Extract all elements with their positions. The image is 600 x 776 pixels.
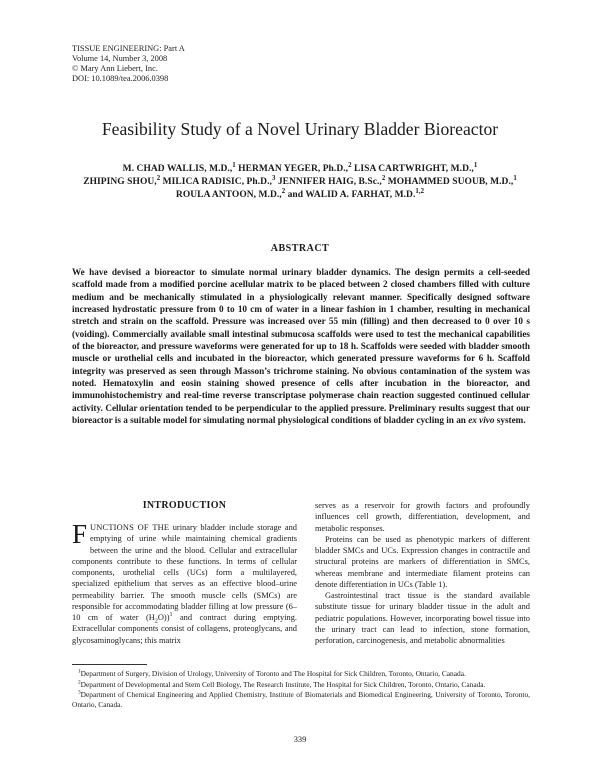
abstract-heading: ABSTRACT xyxy=(270,243,330,254)
journal-name: TISSUE ENGINEERING: Part A xyxy=(72,44,185,53)
footnotes xyxy=(72,669,530,710)
footnote: $^2$Department of Developmental and Stem Cell Biology, The Research Institute, The Hospital for Sick Children, Toronto, Ontario, Canada. xyxy=(78,679,486,689)
journal-doi: DOI: 10.1089/tea.2006.0398 xyxy=(72,74,169,83)
journal-copyright: © Mary Ann Liebert, Inc. xyxy=(72,64,158,73)
footnote: $^1$Department of Surgery, Division of Urology, University of Toronto and The Hospital for Sick Children, Toronto, Ontario, Canada. xyxy=(78,668,466,678)
page-number: 339 xyxy=(293,735,307,744)
footnote-divider xyxy=(72,664,147,665)
paragraph-proteins: Proteins can be used as phenotypic markers of different bladder SMCs and UCs. Expression changes in contractile and structural proteins are markers of differentiation in SMCs, whereas membrane and intermediate filament proteins can denote differentiation in UCs (Table 1). xyxy=(315,534,530,589)
paragraph-continuation: serves as a reservoir for growth factors and profoundly influences cell growth, differentiation, development, and metabolic responses. xyxy=(315,501,530,533)
journal-volume: Volume 14, Number 3, 2008 xyxy=(72,54,168,63)
abstract-body: We have devised a bioreactor to simulate normal urinary bladder dynamics. The design permits a cell-seeded scaffold made from a modified porcine acellular matrix to be placed between 2 closed chambers filled with culture medium and be mechanically stimulated in a physiologically relevant manner. Specifically designed software increased hydrostatic pressure from 0 to 10 cm of water in a linear fashion in 1 chamber, resulting in mechanical stretch and strain on the scaffold. Pressure was increased over 55 min (filling) and then decreased to 0 over 10 s (voiding). Commercially available small intestinal submucosa scaffolds were used to test the mechanical capabilities of the bioreactor, and pressure waveforms were generated for up to 18 h. Scaffolds were seeded with bladder smooth muscle or urothelial cells and incubated in the bioreactor, which generated pressure waveforms for 6 h. Scaffold integrity was preserved as seen through Masson’s trichrome staining. No obvious contamination of the system was noted. Hematoxylin and eosin staining showed presence of cells after incubation in the bioreactor, and immunohistochemistry and real-time reverse transcriptase polymerase chain reaction suggested continued cellular activity. Cellular orientation tended to be perpendicular to the applied pressure. Preliminary results suggest that our bioreactor is a suitable model for simulating normal physiological conditions of bladder cycling in an ex vivo system. xyxy=(72,267,530,426)
author-line-3: ROULA ANTOON, M.D.,$^2$ and WALID A. FARHAT, M.D.$^{1,2}$ xyxy=(175,188,425,201)
paper-title: Feasibility Study of a Novel Urinary Bladder Bioreactor xyxy=(101,119,499,139)
author-line-1: M. CHAD WALLIS, M.D.,$^1$ HERMAN YEGER, Ph.D.,$^2$ LISA CARTWRIGHT, M.D.,$^1$ xyxy=(122,161,478,174)
author-line-2: ZHIPING SHOU,$^2$ MILICA RADISIC, Ph.D.,$^3$ JENNIFER HAIG, B.Sc.,$^2$ MOHAMMED SUOUB, M.D.,$^1$ xyxy=(83,175,517,188)
drop-cap: F xyxy=(72,519,88,549)
introduction-heading: INTRODUCTION xyxy=(142,500,227,511)
right-column xyxy=(315,500,530,646)
footnote: $^3$Department of Chemical Engineering and Applied Chemistry, Institute of Biomaterials and Biomedical Engineering, University of Toronto, Toronto, Ontario, Canada. xyxy=(72,689,530,709)
author-list xyxy=(60,163,540,203)
introduction-paragraph: FUNCTIONS OF THE urinary bladder include storage and emptying of urine while maintaining chemical gradients between the urine and the blood. Cellular and extracellular components contribute to these functions. In terms of cellular components, urothelial cells (UCs) form a multilayered, specialized epithelium that serves as an effective blood–urine permeability barrier. The smooth muscle cells (SMCs) are responsible for accommodating bladder filling at low pressure (6–10 cm of water $(H_2O))^1$ and contract during emptying. Extracellular components consist of collagens, proteoglycans, and glycosaminoglycans; this matrix xyxy=(72,519,297,645)
left-column xyxy=(72,500,297,646)
journal-header xyxy=(72,44,185,84)
paragraph-gastrointestinal: Gastrointestinal tract tissue is the standard available substitute tissue for urinary bladder tissue in the adult and pediatric populations. However, incorporating bowel tissue into the urinary tract can lead to infection, stone formation, perforation, carcinogenesis, and metabolic abnormalities xyxy=(315,591,530,645)
